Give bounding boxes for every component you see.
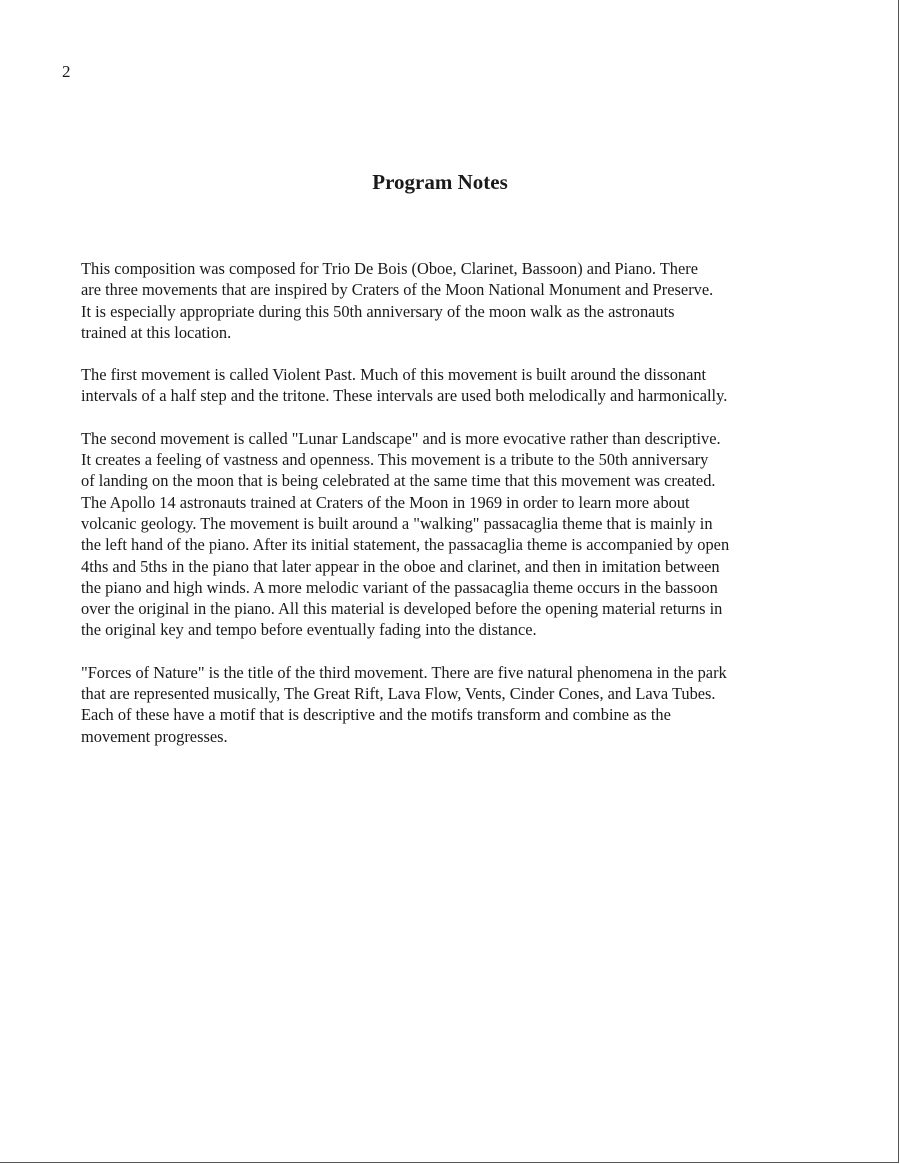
text-line: The Apollo 14 astronauts trained at Craters of the Moon in 1969 in order to learn more about — [81, 492, 690, 512]
text-line: The first movement is called Violent Past. Much of this movement is built around the dissonant — [81, 365, 707, 385]
text-line: The second movement is called "Lunar Landscape" and is more evocative rather than descriptive. — [81, 428, 721, 448]
text-line: the piano and high winds. A more melodic variant of the passacaglia theme occurs in the bassoon — [81, 577, 718, 597]
paragraph-first-movement — [81, 364, 851, 407]
text-line: 4ths and 5ths in the piano that later appear in the oboe and clarinet, and then in imitation between — [81, 556, 720, 576]
text-line: that are represented musically, The Great Rift, Lava Flow, Vents, Cinder Cones, and Lava Tubes. — [81, 684, 716, 704]
text-line: intervals of a half step and the tritone. These intervals are used both melodically and harmonically. — [81, 386, 728, 406]
text-line: are three movements that are inspired by Craters of the Moon National Monument and Preserve. — [81, 280, 714, 300]
text-line: It is especially appropriate during this 50th anniversary of the moon walk as the astronauts — [81, 301, 675, 321]
text-line: "Forces of Nature" is the title of the third movement. There are five natural phenomena in the park — [81, 662, 727, 682]
paragraph-third-movement — [81, 662, 851, 747]
page-number: 2 — [62, 62, 71, 81]
text-line: movement progresses. — [81, 726, 228, 746]
text-line: Each of these have a motif that is descriptive and the motifs transform and combine as the — [81, 705, 671, 725]
text-line: the original key and tempo before eventually fading into the distance. — [81, 620, 537, 640]
text-line: It creates a feeling of vastness and openness. This movement is a tribute to the 50th anniversary — [81, 450, 709, 470]
paragraph-intro — [81, 258, 851, 343]
text-line: trained at this location. — [81, 322, 232, 342]
paragraph-second-movement — [81, 428, 851, 641]
text-line: This composition was composed for Trio De Bois (Oboe, Clarinet, Bassoon) and Piano. There — [81, 259, 699, 278]
text-line: over the original in the piano. All this material is developed before the opening material returns in — [81, 599, 723, 619]
text-line: volcanic geology. The movement is built around a "walking" passacaglia theme that is mainly in — [81, 513, 713, 533]
program-notes-body — [81, 258, 851, 768]
text-line: of landing on the moon that is being celebrated at the same time that this movement was created. — [81, 471, 716, 491]
text-line: the left hand of the piano. After its initial statement, the passacaglia theme is accompanied by open — [81, 535, 730, 555]
page-title: Program Notes — [372, 170, 508, 194]
